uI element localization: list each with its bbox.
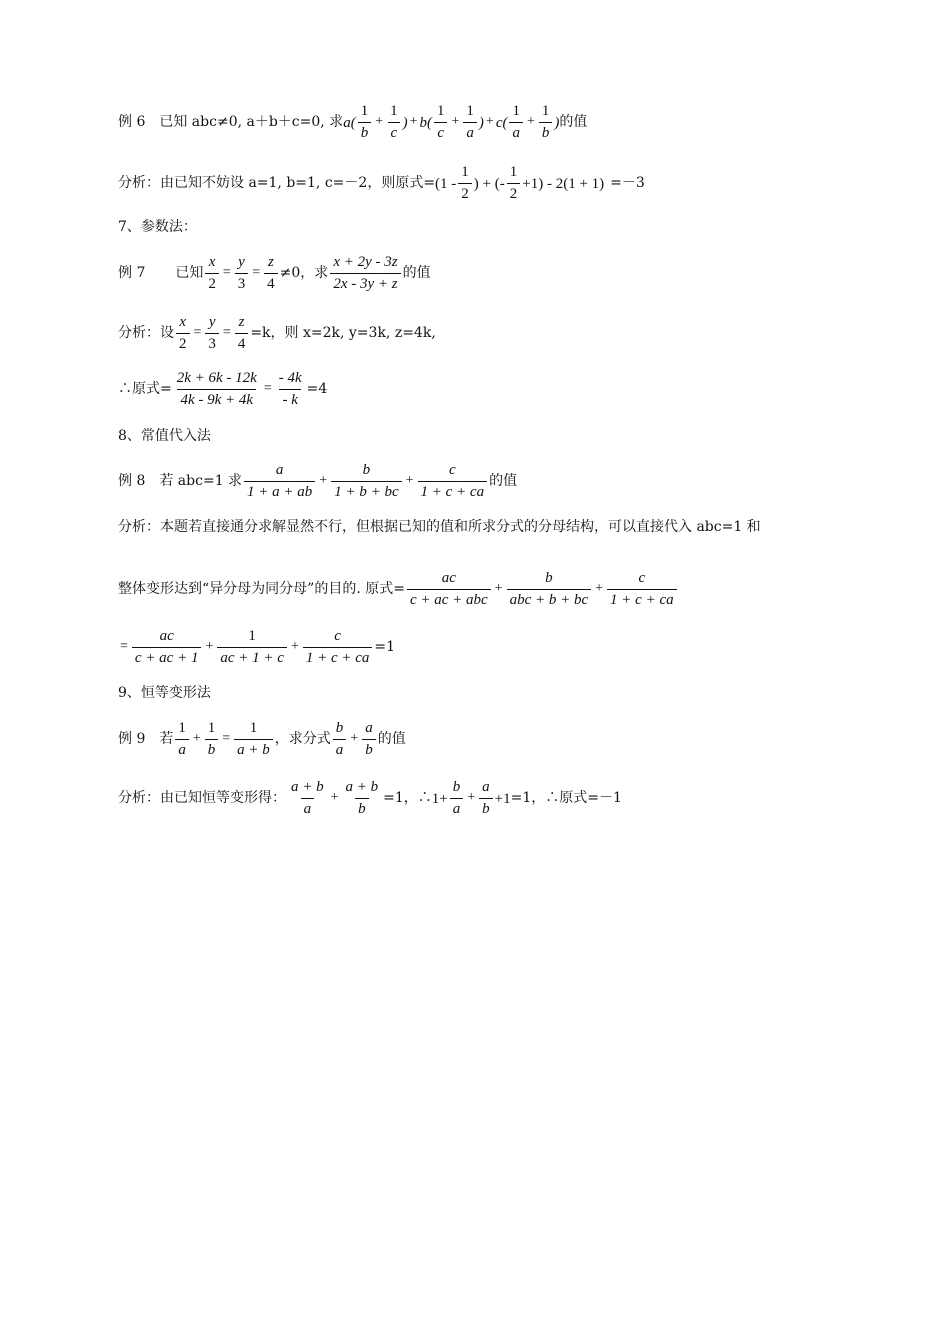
- example-7-result: =4: [306, 381, 328, 398]
- frac-x-over-2-b: $\frac{x}{2}$: [176, 314, 190, 354]
- example-9-analysis: 分析：由已知恒等变形得： $\frac{a + b}{a}$ + $\frac{a + b}{b}$ =1，∴ 1+ $\frac{b}{a}$ + $\frac{a}{b}$ +1 =1，∴原式=－1: [118, 779, 622, 818]
- example-9-eq1: =1，∴: [383, 790, 432, 807]
- section-9-title-text: 9、恒等变形法: [118, 685, 211, 701]
- example-8-analysis-text-1: 分析：本题若直接通分求解显然不行，但根据已知的值和所求分式的分母结构，可以直接代入 abc=1 和: [118, 519, 761, 535]
- section-9-title: [118, 685, 890, 702]
- frac-z-over-4: $\frac{z}{4}$: [264, 254, 278, 294]
- section-7-title: [118, 219, 890, 236]
- frac-c-term: $\frac{c}{1 + c + ca}$: [418, 462, 488, 502]
- frac-a-over-b-2: $\frac{a}{b}$: [479, 779, 493, 819]
- example-6-line: 例 6 已知 abc≠0, a＋b＋c=0, 求 a( $\frac{1}{b}$ + $\frac{1}{c}$ ) + b( $\frac{1}{c}$ + $\frac{1}{a}$ ) + c( $\frac{1}{a}$ + $\frac{1}{b}$ ) 的值: [118, 103, 588, 142]
- example-8-tail: 的值: [489, 473, 518, 490]
- example-7-line: 例 7 已知 $\frac{x}{2}$ = $\frac{y}{3}$ = $\frac{z}{4}$ ≠0，求 $\frac{x + 2y - 3z}{2x - 3y + z}$ 的值: [118, 254, 431, 293]
- example-9-mid: ，求分式: [274, 731, 331, 748]
- example-7-therefore-prefix: ∴原式=: [118, 381, 172, 398]
- example-6-analysis: 分析：由已知不妨设 a=1, b=1, c=－2，则原式= (1 - $\frac{1}{2}$ ) + (- $\frac{1}{2}$ +1) - 2(1 + 1) =－3: [118, 164, 645, 203]
- frac-target: $\frac{x + 2y - 3z}{2x - 3y + z}$: [330, 254, 400, 294]
- frac-1-over-b-9: $\frac{1}{b}$: [205, 720, 219, 760]
- frac-1-over-a-9: $\frac{1}{a}$: [175, 720, 189, 760]
- frac-y-over-3: $\frac{y}{3}$: [235, 254, 249, 294]
- frac-f1: $\frac{ac}{c + ac + 1}$: [132, 628, 202, 668]
- example-8-line: 例 8 若 abc=1 求 $\frac{a}{1 + a + ab}$ + $\frac{b}{1 + b + bc}$ + $\frac{c}{1 + c + ca}$ 的值: [118, 462, 518, 501]
- example-6-label: 例 6: [118, 114, 146, 131]
- frac-1-over-c: $\frac{1}{c}$: [387, 103, 401, 143]
- example-7-analysis-prefix: 分析：设: [118, 325, 174, 342]
- example-8-analysis-text-2: 整体变形达到“异分母为同分母”的目的. 原式=: [118, 581, 405, 598]
- frac-e1: $\frac{ac}{\text{c + ac + abc}}$: [407, 570, 491, 610]
- example-9-tail: 的值: [377, 731, 406, 748]
- frac-b-term: $\frac{b}{1 + b + bc}$: [331, 462, 401, 502]
- frac-1-over-b-2: $\frac{1}{b}$: [539, 103, 553, 143]
- frac-1-over-c-2: $\frac{1}{c}$: [434, 103, 448, 143]
- section-7-title-text: 7、参数法：: [118, 219, 197, 235]
- example-6-tail: 的值: [559, 114, 588, 131]
- example-7-neq: ≠0，求: [279, 265, 329, 282]
- example-6-result: =－3: [610, 175, 645, 192]
- expr-a: a(: [343, 114, 356, 131]
- frac-1-over-sum: $\frac{1}{a + b}$: [234, 720, 273, 760]
- example-8-analysis-3: = $\frac{ac}{c + ac + 1}$ + $\frac{1}{ac + 1 + c}$ + $\frac{c}{1 + c + ca}$ =1: [120, 628, 396, 667]
- frac-a-over-b: $\frac{a}{b}$: [362, 720, 376, 760]
- frac-e3: $\frac{c}{1 + c + ca}$: [607, 570, 677, 610]
- example-7-therefore: ∴原式= $\frac{2k + 6k - 12k}{4k - 9k + 4k}$ = $\frac{- 4k}{- k}$ =4: [118, 370, 328, 409]
- example-6-given: 已知 abc≠0, a＋b＋c=0, 求: [159, 114, 344, 131]
- frac-sum-over-b: $\frac{a + b}{b}$: [345, 779, 379, 818]
- frac-1-over-b: $\frac{1}{b}$: [358, 103, 372, 143]
- frac-1-over-2: $\frac{1}{2}$: [458, 164, 472, 204]
- frac-sum-over-a: $\frac{a + b}{a}$: [291, 779, 324, 818]
- example-7-label: 例 7: [118, 265, 146, 282]
- section-8-title: [118, 428, 890, 445]
- frac-z-over-4-b: $\frac{z}{4}$: [235, 314, 249, 354]
- example-9-given: 若: [159, 731, 174, 748]
- example-9-eq2: =1，∴原式=－1: [510, 790, 622, 807]
- frac-f3: $\frac{c}{1 + c + ca}$: [303, 628, 373, 668]
- frac-x-over-2: $\frac{x}{2}$: [205, 254, 219, 294]
- example-8-analysis-2: 整体变形达到“异分母为同分母”的目的. 原式= $\frac{ac}{\text{c + ac + abc}}$ + $\frac{b}{\text{abc + b + bc}}$ + $\frac{c}{1 + c + ca}$: [118, 570, 890, 610]
- frac-y-over-3-b: $\frac{y}{3}$: [205, 314, 219, 354]
- section-8-title-text: 8、常值代入法: [118, 428, 211, 444]
- example-7-analysis-k: =k，则 x=2k, y=3k, z=4k,: [250, 325, 436, 342]
- frac-b-over-a: $\frac{b}{a}$: [333, 720, 347, 760]
- example-8-given: 若 abc=1 求: [159, 473, 243, 490]
- example-9-line: 例 9 若 $\frac{1}{a}$ + $\frac{1}{b}$ = $\frac{1}{a + b}$ ，求分式 $\frac{b}{a}$ + $\frac{a}{b}$ 的值: [118, 720, 406, 759]
- example-9-analysis-prefix: 分析：由已知恒等变形得：: [118, 790, 286, 807]
- frac-k-expr: $\frac{2k + 6k - 12k}{4k - 9k + 4k}$: [176, 370, 257, 409]
- example-7-given: 已知: [175, 265, 204, 282]
- frac-1-over-2-b: $\frac{1}{2}$: [507, 164, 521, 204]
- frac-e2: $\frac{b}{\text{abc + b + bc}}$: [507, 570, 592, 610]
- example-8-result: =1: [374, 639, 396, 656]
- example-6-analysis-prefix: 分析：由已知不妨设 a=1, b=1, c=－2，则原式=: [118, 175, 436, 192]
- example-7-tail: 的值: [402, 265, 431, 282]
- frac-1-over-a-2: $\frac{1}{a}$: [509, 103, 523, 143]
- frac-b-over-a-2: $\frac{b}{a}$: [450, 779, 464, 819]
- frac-1-over-a: $\frac{1}{a}$: [463, 103, 477, 143]
- example-9-label: 例 9: [118, 731, 146, 748]
- example-7-analysis: 分析：设 $\frac{x}{2}$ = $\frac{y}{3}$ = $\frac{z}{4}$ =k，则 x=2k, y=3k, z=4k,: [118, 314, 436, 353]
- frac-f2: $\frac{1}{ac + 1 + c}$: [217, 628, 287, 668]
- frac-k-simplified: $\frac{- 4k}{- k}$: [278, 370, 302, 409]
- example-8-label: 例 8: [118, 473, 146, 490]
- frac-a-term: $\frac{a}{1 + a + ab}$: [244, 462, 315, 502]
- example-8-analysis-1: [118, 519, 890, 536]
